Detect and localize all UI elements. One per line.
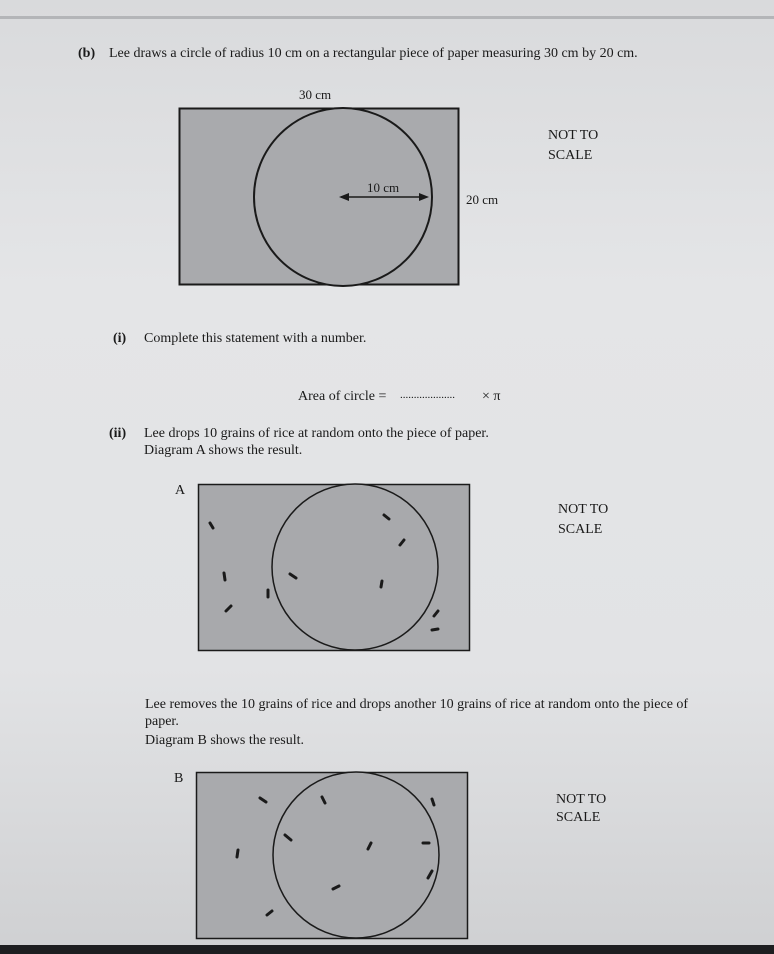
area-statement-suffix: × π [482,389,501,404]
grain-b-5 [237,850,238,857]
diagram-b-label: B [174,771,184,786]
diagram-b-not-to-scale-line2: SCALE [556,810,601,825]
diagram-b-circle [273,772,439,938]
grain-a-4 [224,573,225,580]
main-not-to-scale-line1: NOT TO [548,128,599,143]
diagram-b [196,772,468,940]
screen-bottom-edge [0,945,774,954]
grain-a-7 [381,581,382,587]
removal-text-line2: paper. [145,714,179,729]
grain-a-10 [432,629,438,630]
diagram-a [198,484,470,652]
part-b-marker: (b) [78,46,96,61]
diagram-a-not-to-scale-line2: SCALE [558,522,603,537]
diagram-b-not-to-scale-line1: NOT TO [556,792,607,807]
area-answer-blank[interactable]: .................... [400,389,455,401]
diagram-a-label: A [175,483,186,498]
page-top-edge [0,16,774,19]
removal-text-line3: Diagram B shows the result. [145,733,305,748]
part-ii-marker: (ii) [109,426,127,441]
part-ii-line1: Lee drops 10 grains of rice at random onto the piece of paper. [144,426,489,441]
part-b-text: Lee draws a circle of radius 10 cm on a rectangular piece of paper measuring 30 cm by 20 cm. [109,46,638,61]
width-label: 30 cm [299,87,332,102]
part-i-marker: (i) [113,331,127,346]
grain-b-3 [432,799,434,805]
part-i-text: Complete this statement with a number. [144,331,367,346]
main-diagram [179,108,459,286]
height-label: 20 cm [466,192,499,207]
main-not-to-scale-line2: SCALE [548,148,593,163]
removal-text-line1: Lee removes the 10 grains of rice and drops another 10 grains of rice at random onto the piece of [145,697,689,712]
radius-label: 10 cm [367,180,400,195]
diagram-a-circle [272,484,438,650]
area-statement-prefix: Area of circle = [298,389,387,404]
part-ii-line2: Diagram A shows the result. [144,443,303,458]
diagram-a-not-to-scale-line1: NOT TO [558,502,609,517]
